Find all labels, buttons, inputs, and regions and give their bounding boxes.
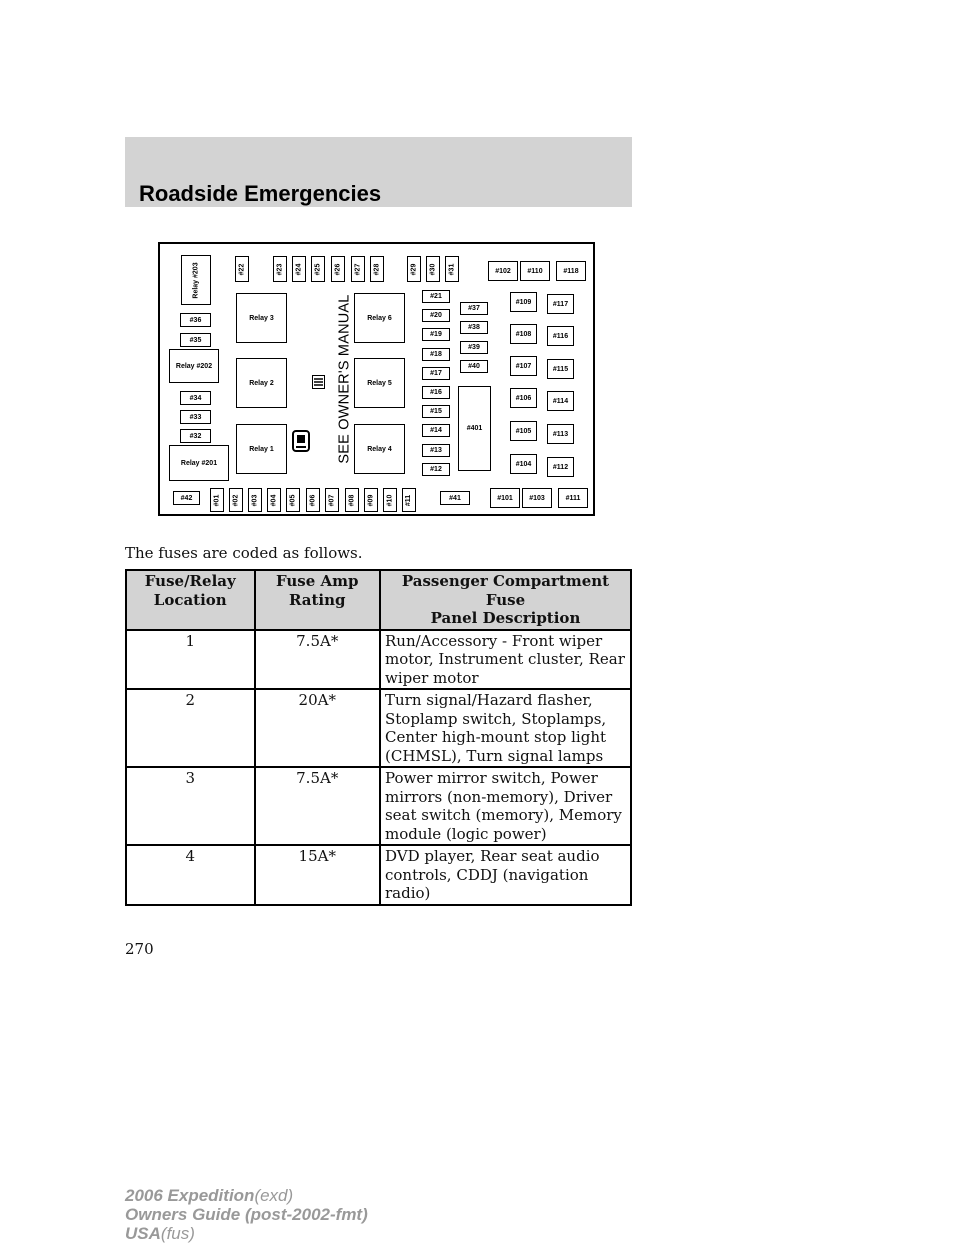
- fuse-37: [460, 302, 488, 315]
- fuse-41: [440, 491, 470, 505]
- fuse-401: [458, 386, 491, 471]
- fuse-label: #34: [189, 394, 202, 402]
- fuse-label: #27: [354, 263, 362, 275]
- fuse-symbol-icon: [312, 375, 325, 389]
- fuse-label: #113: [552, 430, 569, 438]
- desc-line: Power mirror switch, Power: [384, 769, 598, 787]
- cell-location: 3: [126, 767, 255, 845]
- fuse-23: [273, 256, 287, 282]
- fuse-103: [522, 488, 552, 508]
- desc-line: motor, Instrument cluster, Rear: [384, 650, 625, 668]
- fuse-34: [180, 391, 211, 405]
- header-line: Rating: [288, 590, 346, 609]
- fuse-label: #17: [430, 370, 442, 377]
- fuse-02: [229, 488, 243, 512]
- header-description: [380, 570, 631, 630]
- fuse-label: #31: [448, 263, 456, 275]
- relay-5: [354, 358, 405, 408]
- relay-3: [236, 293, 287, 343]
- fuse-label: #30: [429, 263, 437, 275]
- fuse-label: #108: [515, 330, 532, 338]
- fuse-32: [180, 429, 211, 443]
- relay-label: Relay 3: [249, 314, 274, 322]
- fuse-36: [180, 313, 211, 327]
- intro-text: The fuses are coded as follows.: [125, 544, 363, 562]
- fuse-117: [547, 294, 574, 314]
- fuse-24: [292, 256, 306, 282]
- fuse-label: #28: [373, 263, 381, 275]
- fuse-label: #24: [295, 263, 303, 275]
- fuse-112: [547, 457, 574, 477]
- fuse-18: [422, 348, 450, 361]
- relay-6: [354, 293, 405, 343]
- fuse-21: [422, 290, 450, 303]
- cell-description: [380, 630, 631, 690]
- fuse-01: [210, 488, 224, 512]
- fuse-06: [306, 488, 320, 512]
- fuse-04: [267, 488, 281, 512]
- fuse-102: [488, 261, 518, 281]
- fuse-label: #18: [430, 351, 442, 358]
- cell-amp: 7.5A*: [255, 630, 380, 690]
- fuse-label: #03: [251, 494, 259, 506]
- fuse-106: [510, 388, 537, 408]
- document-footer: [125, 1186, 368, 1243]
- owners-manual-book-icon: [291, 429, 311, 453]
- see-owners-manual-label: [334, 294, 356, 464]
- cell-description: [380, 767, 631, 845]
- header-line: Fuse/Relay: [144, 572, 236, 590]
- fuse-table: [125, 569, 632, 906]
- fuse-19: [422, 328, 450, 341]
- header-line: Location: [153, 590, 227, 609]
- cell-location: 4: [126, 845, 255, 905]
- fuse-113: [547, 424, 574, 444]
- fuse-label: #41: [449, 494, 461, 502]
- cell-description: [380, 845, 631, 905]
- fuse-11: [402, 488, 416, 512]
- fuse-label: #02: [232, 494, 240, 506]
- fuse-38: [460, 321, 488, 334]
- fuse-22: [235, 256, 249, 282]
- relay-203: [181, 255, 211, 305]
- fuse-label: #04: [270, 494, 278, 506]
- footer-model: 2006 Expedition: [125, 1186, 255, 1205]
- fuse-03: [248, 488, 262, 512]
- fuse-101: [490, 488, 520, 508]
- fuse-label: #117: [552, 300, 569, 308]
- fuse-27: [351, 256, 365, 282]
- cell-location: 1: [126, 630, 255, 690]
- fuse-label: #29: [410, 263, 418, 275]
- fuse-label: #102: [495, 267, 511, 275]
- cell-location: 2: [126, 689, 255, 767]
- fuse-label: #21: [430, 293, 442, 300]
- fuse-label: #39: [468, 344, 480, 351]
- fuse-label: #103: [529, 494, 545, 502]
- footer-guide: Owners Guide (post-2002-fmt): [125, 1205, 368, 1224]
- fuse-05: [286, 488, 300, 512]
- fuse-114: [547, 391, 574, 411]
- fuse-label: #20: [430, 312, 442, 319]
- fuse-20: [422, 309, 450, 322]
- relay-202: [169, 349, 219, 383]
- fuse-26: [331, 256, 345, 282]
- fuse-label: #25: [314, 263, 322, 275]
- fuse-115: [547, 359, 574, 379]
- fuse-104: [510, 454, 537, 474]
- relay-4: [354, 424, 405, 474]
- header-line: Fuse Amp: [275, 572, 359, 590]
- fuse-16: [422, 386, 450, 399]
- footer-model-code: (exd): [254, 1186, 294, 1205]
- desc-line: Turn signal/Hazard flasher,: [384, 691, 593, 709]
- desc-line: seat switch (memory), Memory: [384, 806, 622, 824]
- fuse-label: #06: [309, 494, 317, 506]
- page-number: 270: [125, 940, 154, 958]
- desc-line: module (logic power): [384, 824, 547, 843]
- fuse-label: #10: [386, 494, 394, 506]
- footer-line-2: [125, 1205, 368, 1224]
- fuse-label: #40: [468, 363, 480, 370]
- fuse-label: #22: [238, 263, 246, 275]
- section-title: Roadside Emergencies: [139, 181, 382, 206]
- fuse-panel-diagram: [158, 242, 595, 516]
- header-location: [126, 570, 255, 630]
- fuse-label: #101: [497, 494, 513, 502]
- fuse-label: #23: [276, 263, 284, 275]
- relay-label: Relay 1: [249, 445, 274, 453]
- desc-line: controls, CDDJ (navigation radio): [384, 865, 589, 902]
- desc-line: DVD player, Rear seat audio: [384, 847, 600, 865]
- relay-label: Relay #201: [180, 459, 218, 467]
- fuse-label: #11: [405, 494, 413, 506]
- fuse-label: #37: [468, 305, 480, 312]
- fuse-28: [370, 256, 384, 282]
- relay-label: Relay #203: [192, 261, 200, 299]
- footer-region: USA: [125, 1224, 161, 1243]
- cell-description: [380, 689, 631, 767]
- fuse-07: [325, 488, 339, 512]
- fuse-label: #104: [515, 460, 532, 468]
- fuse-label: #401: [466, 425, 483, 432]
- cell-amp: 15A*: [255, 845, 380, 905]
- fuse-40: [460, 360, 488, 373]
- relay-label: Relay 5: [367, 379, 392, 387]
- fuse-42: [173, 491, 200, 505]
- manual-text: SEE OWNER'S MANUAL: [337, 294, 353, 464]
- fuse-116: [547, 326, 574, 346]
- fuse-label: #42: [180, 494, 193, 502]
- desc-line: Stoplamp switch, Stoplamps,: [384, 709, 607, 728]
- fuse-label: #09: [367, 494, 375, 506]
- fuse-label: #01: [213, 494, 221, 506]
- table-row: [126, 630, 631, 690]
- fuse-14: [422, 424, 450, 437]
- desc-line: (CHMSL), Turn signal lamps: [384, 746, 604, 765]
- desc-line: Run/Accessory - Front wiper: [384, 631, 603, 650]
- table-row: [126, 689, 631, 767]
- section-header-band: [125, 137, 632, 207]
- fuse-label: #116: [552, 332, 569, 340]
- fuse-label: #19: [430, 331, 442, 338]
- relay-label: Relay #202: [175, 362, 213, 370]
- cell-amp: 7.5A*: [255, 767, 380, 845]
- fuse-08: [345, 488, 359, 512]
- fuse-label: #112: [552, 463, 569, 471]
- fuse-09: [364, 488, 378, 512]
- desc-line: wiper motor: [384, 668, 479, 687]
- desc-line: Center high-mount stop light: [384, 728, 607, 746]
- fuse-label: #12: [430, 466, 442, 473]
- fuse-label: #109: [515, 298, 532, 306]
- table-row: [126, 845, 631, 905]
- header-amp: [255, 570, 380, 630]
- fuse-label: #07: [328, 494, 336, 506]
- fuse-label: #33: [189, 413, 202, 421]
- footer-line-3: [125, 1224, 368, 1243]
- fuse-107: [510, 356, 537, 376]
- fuse-label: #15: [430, 408, 442, 415]
- fuse-10: [383, 488, 397, 512]
- fuse-31: [445, 256, 459, 282]
- fuse-13: [422, 444, 450, 457]
- fuse-label: #14: [430, 427, 442, 434]
- fuse-110: [520, 261, 550, 281]
- fuse-label: #16: [430, 389, 442, 396]
- fuse-118: [556, 261, 586, 281]
- fuse-label: #110: [527, 267, 543, 275]
- fuse-33: [180, 410, 211, 424]
- fuse-label: #38: [468, 324, 480, 331]
- fuse-12: [422, 463, 450, 476]
- footer-line-1: [125, 1186, 368, 1205]
- fuse-111: [558, 488, 588, 508]
- fuse-label: #118: [563, 267, 579, 275]
- footer-region-code: (fus): [160, 1224, 195, 1243]
- fuse-label: #32: [189, 432, 202, 440]
- table-row: [126, 767, 631, 845]
- relay-label: Relay 4: [367, 445, 392, 453]
- fuse-label: #111: [565, 494, 581, 502]
- fuse-25: [311, 256, 325, 282]
- fuse-35: [180, 333, 211, 347]
- fuse-109: [510, 292, 537, 312]
- fuse-105: [510, 421, 537, 441]
- desc-line: mirrors (non-memory), Driver: [384, 787, 613, 806]
- relay-label: Relay 2: [249, 379, 274, 387]
- fuse-label: #105: [515, 427, 532, 435]
- table-header-row: [126, 570, 631, 630]
- fuse-label: #05: [289, 494, 297, 506]
- fuse-108: [510, 324, 537, 344]
- relay-201: [169, 445, 229, 481]
- fuse-30: [426, 256, 440, 282]
- fuse-label: #107: [515, 362, 532, 370]
- cell-amp: 20A*: [255, 689, 380, 767]
- fuse-label: #26: [334, 263, 342, 275]
- fuse-label: #36: [189, 316, 202, 324]
- fuse-15: [422, 405, 450, 418]
- header-line: Panel Description: [430, 609, 581, 627]
- fuse-label: #13: [430, 447, 442, 454]
- fuse-39: [460, 341, 488, 354]
- fuse-label: #114: [552, 397, 569, 405]
- fuse-label: #106: [515, 394, 532, 402]
- relay-1: [236, 424, 287, 474]
- header-line: Passenger Compartment Fuse: [401, 572, 610, 609]
- fuse-label: #115: [552, 365, 569, 373]
- fuse-29: [407, 256, 421, 282]
- relay-label: Relay 6: [367, 314, 392, 322]
- relay-2: [236, 358, 287, 408]
- fuse-label: #35: [189, 336, 202, 344]
- fuse-label: #08: [348, 494, 356, 506]
- fuse-17: [422, 367, 450, 380]
